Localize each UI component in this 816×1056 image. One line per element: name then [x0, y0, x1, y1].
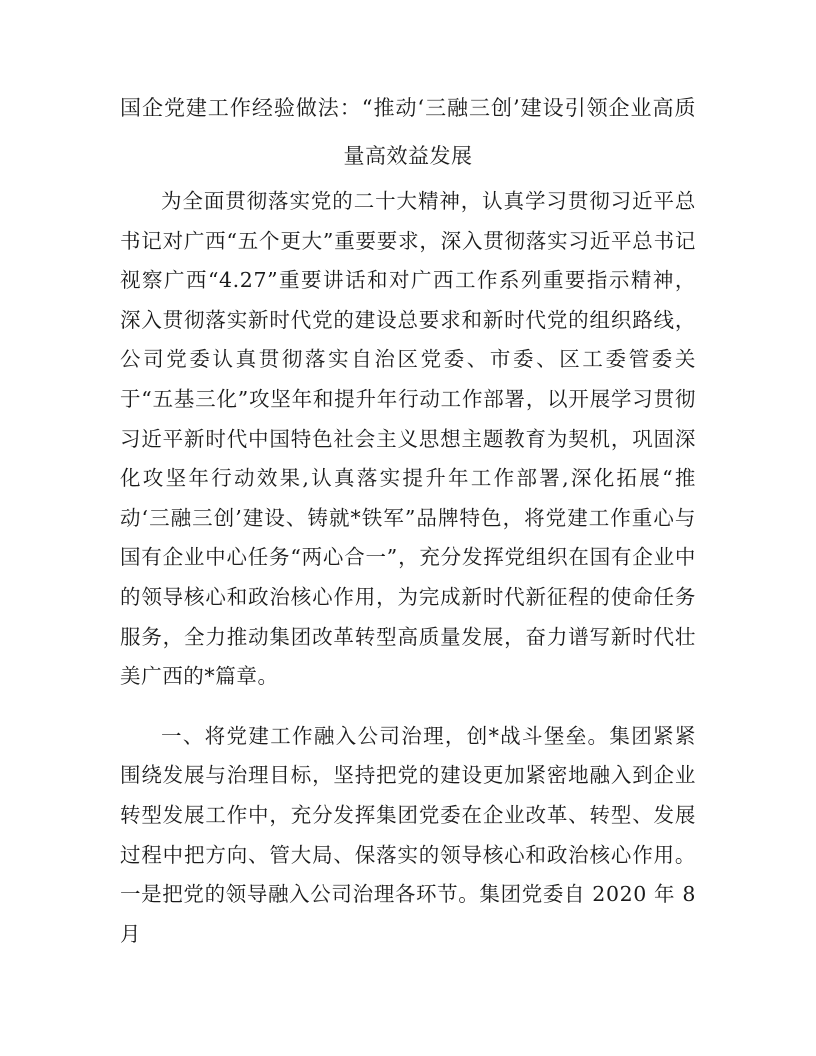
- document-page: [120, 84, 696, 954]
- document-title: 国企党建工作经验做法：“推动‘三融三创’建设引领企业高质量高效益发展: [120, 96, 696, 168]
- body-paragraph: 一、将党建工作融入公司治理，创*战斗堡垒。集团紧紧围绕发展与治理目标，坚持把党的建设更加紧密地融入到企业转型发展工作中，充分发挥集团党委在企业改革、转型、发展过程中把方向、管大局、保落实的领导核心和政治核心作用。一是把党的领导融入公司治理各环节。集团党委自 2020 年 8 月: [120, 723, 696, 946]
- body-paragraph: 为全面贯彻落实党的二十大精神，认真学习贯彻习近平总书记对广西“五个更大”重要要求，深入贯彻落实习近平总书记视察广西“4.27”重要讲话和对广西工作系列重要指示精神，深入贯彻落实新时代党的建设总要求和新时代党的组织路线，公司党委认真贯彻落实自治区党委、市委、区工委管委关于“五基三化”攻坚年和提升年行动工作部署，以开展学习贯彻习近平新时代中国特色社会主义思想主题教育为契机，巩固深化攻坚年行动效果,认真落实提升年工作部署,深化拓展“推动‘三融三创’建设、铸就*铁军”品牌特色，将党建工作重心与国有企业中心任务“两心合一”，充分发挥党组织在国有企业中的领导核心和政治核心作用，为完成新时代新征程的使命任务服务，全力推动集团改革转型高质量发展，奋力谱写新时代壮美广西的*篇章。: [120, 189, 696, 689]
